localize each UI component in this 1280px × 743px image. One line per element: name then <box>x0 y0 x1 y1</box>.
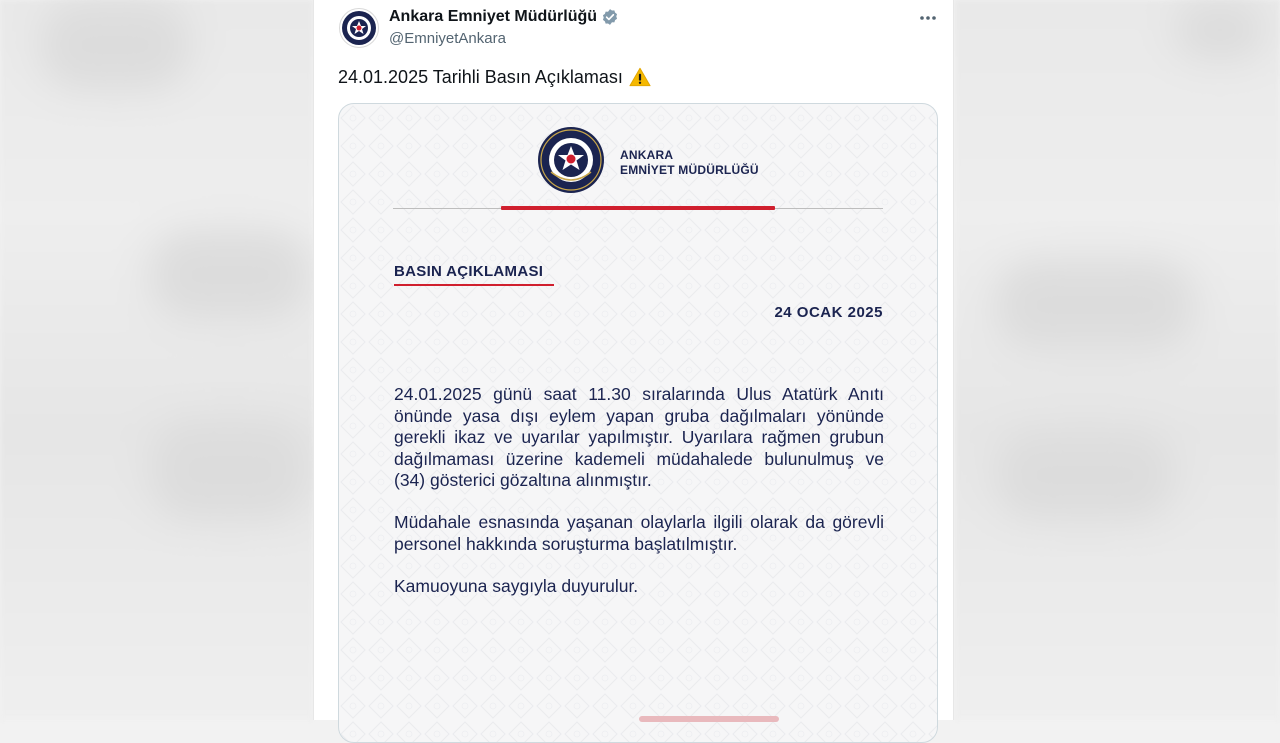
organization-name <box>620 148 759 178</box>
tweet-card <box>313 0 954 720</box>
title-underline <box>394 284 554 286</box>
footer-accent-bar <box>639 716 779 722</box>
author-name-row <box>389 8 619 26</box>
org-line-2: EMNİYET MÜDÜRLÜĞÜ <box>620 163 759 177</box>
background-right <box>955 0 1280 720</box>
header-accent-bar <box>501 206 775 210</box>
more-options-button[interactable] <box>914 6 942 30</box>
more-options-icon <box>919 15 937 21</box>
paragraph-2: Müdahale esnasında yaşanan olaylarla ilgili olarak da görevli personel hakkında soruşturma başlatılmıştır. <box>394 512 884 554</box>
paragraph-3: Kamuoyuna saygıyla duyurulur. <box>394 576 639 596</box>
paragraph-1: 24.01.2025 günü saat 11.30 sıralarında Ulus Atatürk Anıtı önünde yasa dışı eylem yapan gruba dağılmaları yönünde gerekli ikaz ve uyarılar yapılmıştır. Uyarılara rağmen grubun dağılmaması üzerine kademeli müdahalede bulunulmuş ve (34) gösterici gözaltına alınmıştır. <box>394 384 884 490</box>
org-line-1: ANKARA <box>620 148 674 162</box>
document-date: 24 OCAK 2025 <box>774 304 883 321</box>
background-left <box>0 0 313 720</box>
handle[interactable]: @EmniyetAnkara <box>389 30 506 47</box>
avatar[interactable] <box>339 8 379 48</box>
press-release-image[interactable] <box>338 103 938 743</box>
tweet-text-content: 24.01.2025 Tarihli Basın Açıklaması <box>338 66 623 87</box>
warning-emoji-icon <box>629 66 651 88</box>
verified-badge-icon <box>601 8 619 26</box>
document-title: BASIN AÇIKLAMASI <box>394 263 544 280</box>
display-name[interactable]: Ankara Emniyet Müdürlüğü <box>389 8 598 25</box>
police-emblem-icon <box>341 10 377 46</box>
police-logo-icon <box>537 126 605 194</box>
tweet-text <box>338 66 651 88</box>
